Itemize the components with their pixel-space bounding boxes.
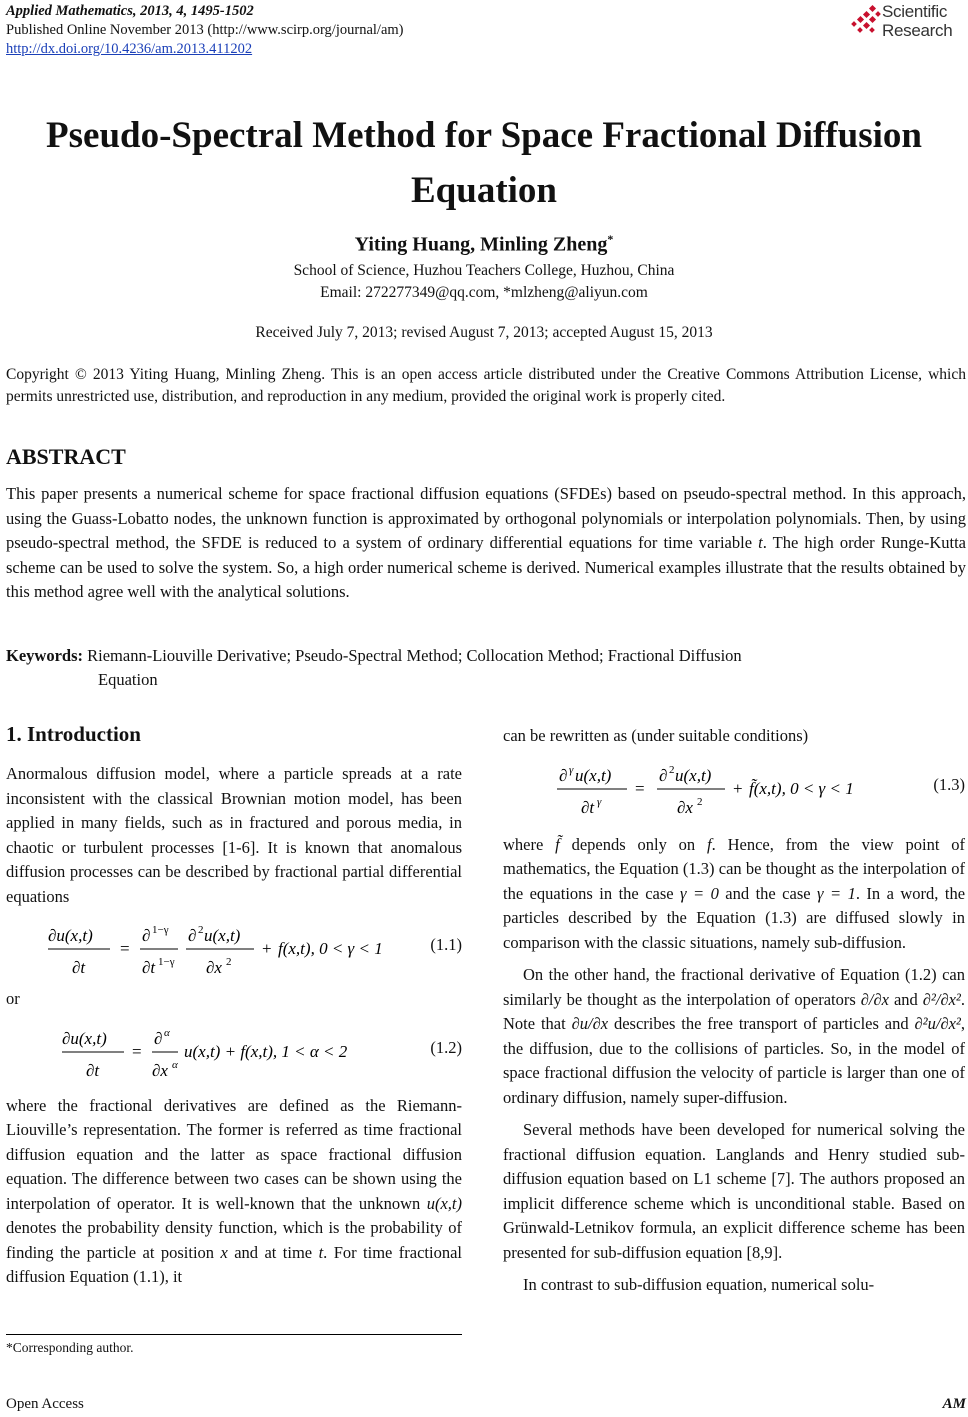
equation-1-2-formula xyxy=(6,1018,426,1090)
svg-text:=: = xyxy=(132,1041,142,1061)
intro-p2-u: u(x,t) xyxy=(426,1193,462,1213)
svg-text:α: α xyxy=(172,1058,178,1071)
footnote-rule xyxy=(6,1334,462,1335)
svg-text:2: 2 xyxy=(669,763,675,776)
right-p2-d: describes the free transport of particles and xyxy=(608,1014,915,1033)
doi-link[interactable]: http://dx.doi.org/10.4236/am.2013.411202 xyxy=(6,41,253,57)
abstract-part-1: This paper presents a numerical scheme for space fractional diffusion equations (SFDEs) based on pseudo-spectral method. In this approach, using the Guass-Lobatto nodes, the unknown function is approximated by orthogonal polynomials or interpolation polynomials. Then, by using pseudo-spectral method, the SFDE is reduced to a system of ordinary differential equations for time variable xyxy=(6,484,966,552)
svg-text:∂t: ∂t xyxy=(581,797,595,817)
paper-title xyxy=(0,108,968,218)
svg-text:∂u(x,t): ∂u(x,t) xyxy=(62,1028,107,1048)
copyright-notice: Copyright © 2013 Yiting Huang, Minling Zheng. This is an open access article distributed under the Creative Commons Attribution License, which permits unrestricted use, distribution, and reproduction in any medium, provided the original work is properly cited. xyxy=(6,366,966,405)
affiliation: School of Science, Huzhou Teachers College, Huzhou, China xyxy=(293,262,675,279)
svg-text:∂x: ∂x xyxy=(677,797,693,817)
right-p2-e: , the diffusion, due to the collisions of particles. So, in the model of space fractional diffusion the velocity of particle is larger than one of ordinary diffusion, namely super-diffusion. xyxy=(503,1014,965,1107)
right-p1-a: where xyxy=(503,834,556,854)
publisher-logo xyxy=(850,2,968,46)
svg-text:∂: ∂ xyxy=(188,926,197,945)
svg-text:∂x: ∂x xyxy=(152,1060,168,1080)
equation-1-2-number: (1.2) xyxy=(430,1037,462,1057)
svg-text:∂t: ∂t xyxy=(86,1060,100,1080)
svg-text:u(x,t): u(x,t) xyxy=(575,765,612,785)
journal-header xyxy=(6,2,403,59)
received-dates: Received July 7, 2013; revised August 7, 2013; accepted August 15, 2013 xyxy=(255,324,713,341)
equation-1-1-number: (1.1) xyxy=(430,935,462,954)
right-p2-c: . Note that xyxy=(503,989,965,1033)
right-p1-e: . In a word, the particles described by the Equation (1.3) are diffused slowly in comparison with the classic situations, namely sub-diffusion. xyxy=(503,883,966,952)
logo-word-2: Research xyxy=(882,21,953,40)
svg-text:∂: ∂ xyxy=(659,765,668,785)
right-p2-op4: ∂²u/∂x² xyxy=(914,1014,961,1033)
right-p2-op3: ∂u/∂x xyxy=(571,1014,609,1033)
journal-issue: , 2013, 4, 1495-1502 xyxy=(132,3,254,19)
email: Email: 272277349@qq.com, *mlzheng@aliyun.com xyxy=(320,284,648,301)
svg-text:+: + xyxy=(733,778,743,798)
intro-p2-c: and at time xyxy=(227,1242,319,1262)
svg-text:f̃(x,t), 0 < γ < 1: f̃(x,t), 0 < γ < 1 xyxy=(749,778,854,798)
svg-text:∂x: ∂x xyxy=(206,958,222,977)
equation-1-3-number: (1.3) xyxy=(933,774,965,794)
left-column xyxy=(6,762,462,1290)
right-p2-a: On the other hand, the fractional derivative of Equation (1.2) can similarly be thought as the interpolation of operators xyxy=(503,965,965,1009)
svg-text:∂t: ∂t xyxy=(142,958,156,977)
svg-text:u(x,t): u(x,t) xyxy=(204,926,241,945)
svg-text:u(x,t): u(x,t) xyxy=(675,765,712,785)
svg-text:f(x,t), 0 < γ < 1: f(x,t), 0 < γ < 1 xyxy=(278,939,383,958)
right-p2-op2: ∂²/∂x² xyxy=(922,989,961,1009)
equation-1-3-formula xyxy=(503,755,903,829)
intro-p2-x: x xyxy=(220,1242,228,1262)
svg-text:γ: γ xyxy=(597,795,602,808)
abstract-text xyxy=(6,482,966,605)
right-p1-f: f xyxy=(707,834,712,854)
svg-text:2: 2 xyxy=(198,924,204,936)
svg-text:=: = xyxy=(120,939,130,958)
right-p1-d: and the case xyxy=(718,883,818,903)
keywords-continued: Equation xyxy=(98,670,158,689)
intro-p2-d: . For time fractional diffusion Equation (1.1), it xyxy=(6,1242,463,1286)
right-p2-b: and xyxy=(889,989,923,1009)
right-paragraph-0: can be rewritten as (under suitable conditions) xyxy=(503,726,809,745)
keywords xyxy=(6,644,966,692)
equation-1-1-formula xyxy=(6,915,426,987)
svg-text:∂u(x,t): ∂u(x,t) xyxy=(48,926,93,945)
right-column xyxy=(503,724,965,1298)
equation-1-3 xyxy=(503,755,965,829)
right-paragraph-4: In contrast to sub-diffusion equation, numerical solu- xyxy=(523,1275,875,1294)
keywords-label: Keywords: xyxy=(6,646,83,665)
svg-text:α: α xyxy=(164,1026,170,1039)
equation-1-1 xyxy=(6,915,462,987)
right-paragraph-2 xyxy=(503,963,965,1110)
svg-text:=: = xyxy=(635,778,645,798)
svg-text:2: 2 xyxy=(697,795,703,808)
right-p1-ftilde: f̃ xyxy=(555,834,560,854)
published-line: Published Online November 2013 (http://www.scirp.org/journal/am) xyxy=(6,22,404,38)
journal-name: Applied Mathematics xyxy=(6,3,133,19)
abstract-heading: ABSTRACT xyxy=(6,444,126,469)
intro-paragraph-1: Anormalous diffusion model, where a particle spreads at a rate inconsistent with the classical Brownian motion model, has been applied in many fields, such as in fractured and porous media, in chaotic or turbulent processes [1-6]. It is known that anomalous diffusion processes can be described by fractional partial differential equations xyxy=(6,764,462,906)
svg-text:1−γ: 1−γ xyxy=(152,924,169,936)
keywords-text: Riemann-Liouville Derivative; Pseudo-Spectral Method; Collocation Method; Fractional Diffusion xyxy=(87,646,742,665)
author-mark: * xyxy=(607,232,614,246)
svg-text:∂t: ∂t xyxy=(72,958,86,977)
intro-p2-b: denotes the probability density function, which is the probability of finding the particle at position xyxy=(6,1218,462,1262)
right-paragraph-3: Several methods have been developed for numerical solving the fractional diffusion equation. Langlands and Henry studied sub-diffusion equation based on L1 scheme [7]. The authors proposed an implicit difference scheme which is unconditional stable. Based on Grünwald-Letnikov formula, an explicit difference scheme has been presented for sub-diffusion equation [8,9]. xyxy=(503,1120,965,1262)
logo-dots-icon xyxy=(850,4,882,36)
or-text: or xyxy=(6,989,20,1008)
logo-word-1: Scientific xyxy=(882,2,948,21)
svg-text:+: + xyxy=(262,939,272,958)
svg-text:∂: ∂ xyxy=(559,765,568,785)
section-heading-introduction: 1. Introduction xyxy=(6,722,141,746)
right-p1-b: depends only on xyxy=(559,834,708,854)
intro-p2-t: t xyxy=(318,1242,324,1262)
footnote: *Corresponding author. xyxy=(6,1340,134,1355)
right-paragraph-1 xyxy=(503,833,965,956)
authors xyxy=(0,232,968,257)
right-p1-gamma0: γ = 0 xyxy=(680,883,719,903)
footer-journal-abbrev: AM xyxy=(942,1396,966,1412)
right-p2-op1: ∂/∂x xyxy=(860,989,889,1009)
equation-1-2 xyxy=(6,1018,462,1090)
right-p1-c: . Hence, from the view point of mathematics, the Equation (1.3) can be thought as the interpolation of the equations in the case xyxy=(503,834,966,903)
svg-text:2: 2 xyxy=(226,956,232,968)
author-names: Yiting Huang, Minling Zheng xyxy=(354,233,608,256)
right-p1-gamma1: γ = 1 xyxy=(817,883,856,903)
footer-open-access: Open Access xyxy=(6,1396,84,1412)
svg-text:∂: ∂ xyxy=(142,926,151,945)
abstract-part-2: . The high order Runge-Kutta scheme can be used to solve the system. So, a high order numerical scheme is derived. Numerical examples illustrate that the results obtained by this method agree well with the analytical solutions. xyxy=(6,533,966,601)
title-line-2: Equation xyxy=(410,170,557,211)
svg-text:1−γ: 1−γ xyxy=(158,956,175,968)
title-line-1: Pseudo-Spectral Method for Space Fractional Diffusion xyxy=(46,115,922,156)
svg-text:γ: γ xyxy=(569,763,574,776)
abstract-var-t: t xyxy=(758,533,763,552)
svg-text:u(x,t) + f(x,t), 1 < α < 2: u(x,t) + f(x,t), 1 < α < 2 xyxy=(184,1041,348,1061)
page-footer xyxy=(6,1396,966,1413)
intro-p2-a: where the fractional derivatives are defined as the Riemann-Liouville’s representation. The former is referred as time fractional diffusion equation and the latter as space fractional diffusion equation. The difference between two cases can be shown using the interpolation of operator. It is well-known that the unknown xyxy=(6,1095,462,1213)
intro-paragraph-2 xyxy=(6,1094,462,1290)
svg-text:∂: ∂ xyxy=(154,1028,163,1048)
